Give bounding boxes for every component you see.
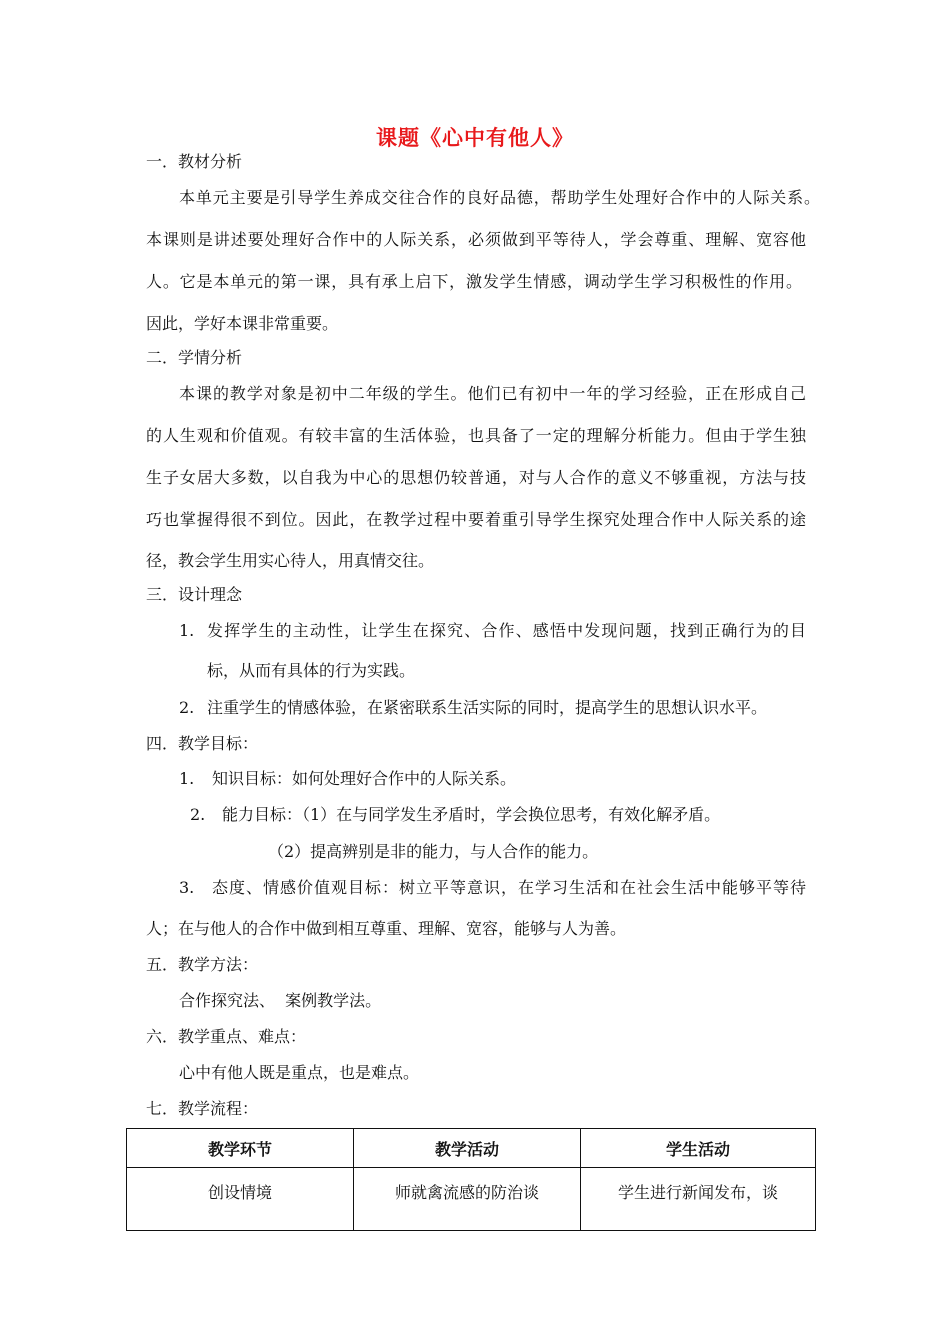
- paragraph-line: 本课的教学对象是初中二年级的学生。他们已有初中一年的学习经验，正在形成自己: [179, 384, 806, 403]
- page-title: 课题《心中有他人》: [376, 125, 574, 150]
- list-item: 人；在与他人的合作中做到相互尊重、理解、宽容，能够与人为善。: [146, 919, 627, 938]
- table-cell: 师就禽流感的防治谈: [354, 1168, 581, 1231]
- list-number: 1.: [179, 769, 195, 788]
- list-item: 态度、情感价值观目标：树立平等意识，在学习生活和在社会生活中能够平等待: [212, 878, 806, 897]
- list-number: 2.: [179, 698, 195, 717]
- section-heading: 四．教学目标：: [146, 734, 259, 753]
- table-cell: 创设情境: [127, 1168, 354, 1231]
- list-item: 能力目标：（1）在与同学发生矛盾时，学会换位思考，有效化解矛盾。: [222, 805, 721, 824]
- paragraph-line: 因此，学好本课非常重要。: [146, 314, 339, 333]
- section-heading: 二．学情分析: [146, 348, 243, 367]
- table-header: 学生活动: [581, 1129, 816, 1168]
- table-header: 教学环节: [127, 1129, 354, 1168]
- paragraph-line: 径，教会学生用实心待人，用真情交往。: [146, 551, 435, 570]
- list-item: 知识目标：如何处理好合作中的人际关系。: [212, 769, 517, 788]
- list-item: 发挥学生的主动性，让学生在探究、合作、感悟中发现问题，找到正确行为的目: [207, 621, 806, 640]
- paragraph-line: 合作探究法、 案例教学法。: [179, 991, 382, 1010]
- section-heading: 六．教学重点、难点：: [146, 1027, 307, 1046]
- paragraph-line: 人。它是本单元的第一课，具有承上启下，激发学生情感，调动学生学习积极性的作用。: [146, 272, 802, 291]
- paragraph-line: 巧也掌握得很不到位。因此，在教学过程中要着重引导学生探究处理合作中人际关系的途: [146, 510, 806, 529]
- list-number: 2.: [190, 805, 206, 824]
- paragraph-line: 本课则是讲述要处理好合作中的人际关系，必须做到平等待人，学会尊重、理解、宽容他: [146, 230, 806, 249]
- paragraph-line: 本单元主要是引导学生养成交往合作的良好品德，帮助学生处理好合作中的人际关系。: [179, 188, 820, 207]
- paragraph-line: 心中有他人既是重点，也是难点。: [179, 1063, 420, 1082]
- section-heading: 五．教学方法：: [146, 955, 259, 974]
- list-item: （2）提高辨别是非的能力，与人合作的能力。: [268, 842, 599, 861]
- list-number: 3.: [179, 878, 195, 897]
- table-header: 教学活动: [354, 1129, 581, 1168]
- section-heading: 三．设计理念: [146, 585, 243, 604]
- table-cell: 学生进行新闻发布，谈: [581, 1168, 816, 1231]
- paragraph-line: 生子女居大多数，以自我为中心的思想仍较普通，对与人合作的意义不够重视，方法与技: [146, 468, 806, 487]
- paragraph-line: 的人生观和价值观。有较丰富的生活体验，也具备了一定的理解分析能力。但由于学生独: [146, 426, 806, 445]
- teaching-flow-table: [126, 1128, 816, 1231]
- section-heading: 一．教材分析: [146, 152, 243, 171]
- table-header-row: [127, 1129, 816, 1168]
- table-row: [127, 1168, 816, 1231]
- list-item: 标，从而有具体的行为实践。: [207, 661, 416, 680]
- list-number: 1.: [179, 621, 195, 640]
- list-item: 注重学生的情感体验，在紧密联系生活实际的同时，提高学生的思想认识水平。: [207, 698, 768, 717]
- section-heading: 七．教学流程：: [146, 1099, 259, 1118]
